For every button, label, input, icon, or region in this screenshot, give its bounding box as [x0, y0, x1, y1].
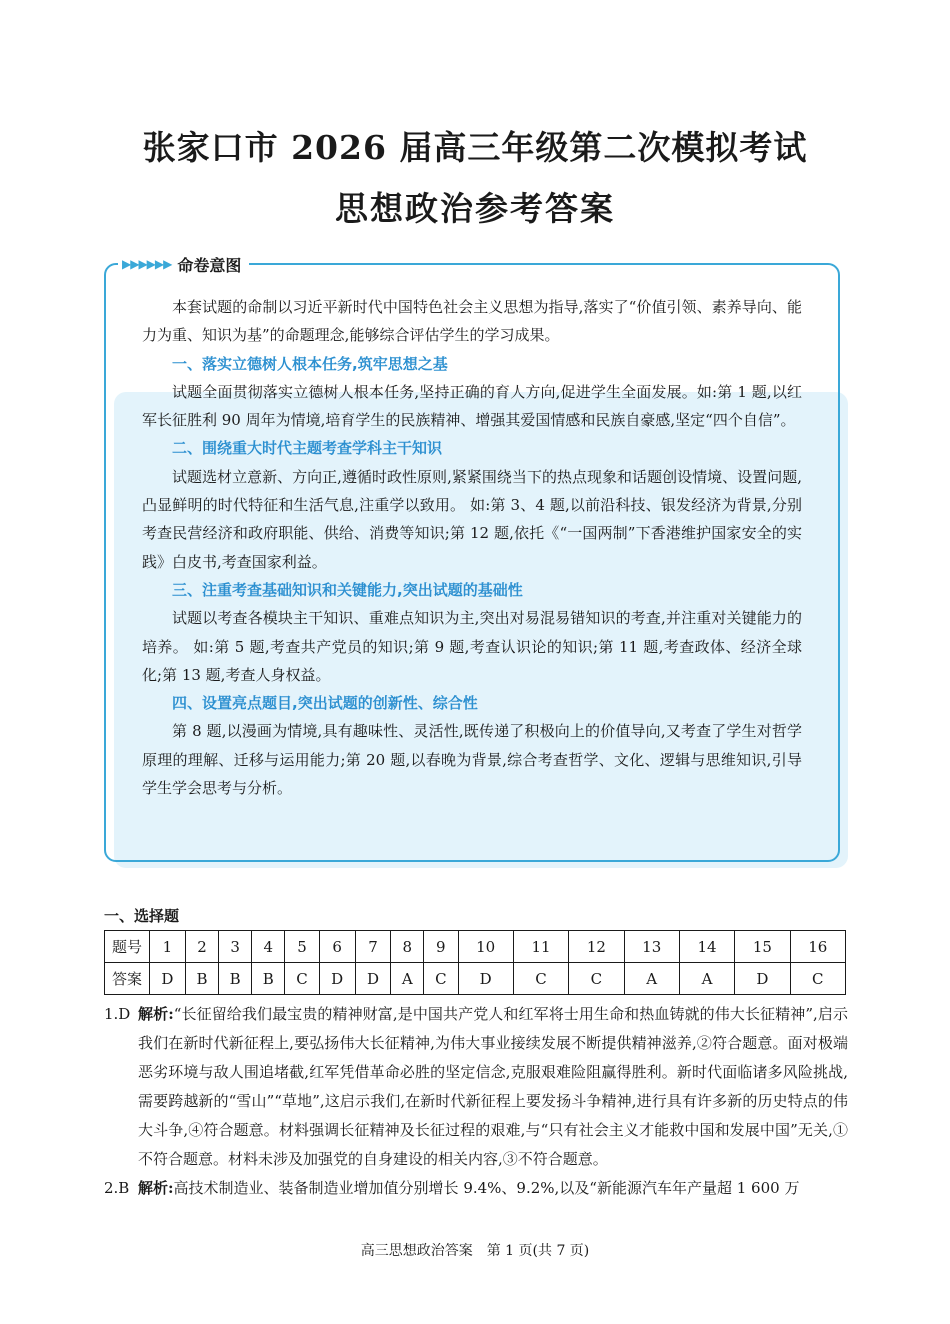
- answer-row: [105, 963, 846, 995]
- intent-tag-label: 命卷意图: [177, 255, 242, 275]
- question-number-cell: 2: [185, 931, 218, 963]
- explanation-item: [104, 1174, 848, 1203]
- intent-heading-3: 三、注重考查基础知识和关键能力,突出试题的基础性: [172, 580, 523, 599]
- intent-content: [142, 293, 802, 802]
- intent-heading-4: 四、设置亮点题目,突出试题的创新性、综合性: [172, 694, 478, 713]
- intent-text-4: 第 8 题,以漫画为情境,具有趣味性、灵活性,既传递了积极向上的价值导向,又考查了学生对哲学原理的理解、迁移与运用能力;第 20 题,以春晚为背景,综合考查哲学、文化、逻辑与思维知识,引导学生学会思考与分析。: [142, 722, 802, 798]
- question-number-cell: 14: [679, 931, 734, 963]
- explanation-text: 高技术制造业、装备制造业增加值分别增长 9.4%、9.2%,以及“新能源汽车年产量超 1 600 万: [173, 1179, 800, 1197]
- answer-cell: C: [285, 963, 319, 995]
- answer-cell: C: [569, 963, 624, 995]
- answer-cell: D: [319, 963, 355, 995]
- question-row: [105, 931, 846, 963]
- question-number-cell: 1: [150, 931, 186, 963]
- explanations: [104, 1000, 848, 1203]
- intent-heading-2: 二、围绕重大时代主题考查学科主干知识: [172, 439, 443, 458]
- choice-section-title: 一、选择题: [104, 907, 180, 925]
- explanation-label: 解析:: [138, 1179, 174, 1197]
- explanation-number: 1.D: [104, 1005, 131, 1023]
- question-number-cell: 9: [424, 931, 458, 963]
- answer-cell: D: [735, 963, 790, 995]
- answer-cell: B: [185, 963, 218, 995]
- question-number-cell: 11: [513, 931, 568, 963]
- explanation-number: 2.B: [104, 1179, 130, 1197]
- intent-heading-1: 一、落实立德树人根本任务,筑牢思想之基: [172, 354, 448, 373]
- answer-cell: C: [513, 963, 568, 995]
- question-number-cell: 6: [319, 931, 355, 963]
- page-footer: 高三思想政治答案 第 1 页(共 7 页): [360, 1243, 590, 1259]
- page-subtitle: 思想政治参考答案: [335, 189, 615, 228]
- answer-table: [104, 930, 846, 995]
- answer-cell: B: [252, 963, 285, 995]
- question-number-cell: 13: [624, 931, 679, 963]
- answer-cell: A: [624, 963, 679, 995]
- intent-intro: 本套试题的命制以习近平新时代中国特色社会主义思想为指导,落实了“价值引领、素养导向、能力为重、知识为基”的命题理念,能够综合评估学生的学习成果。: [142, 298, 802, 345]
- answer-cell: C: [424, 963, 458, 995]
- page-title: 张家口市 2026 届高三年级第二次模拟考试: [142, 128, 808, 167]
- answer-cell: D: [355, 963, 391, 995]
- intent-text-1: 试题全面贯彻落实立德树人根本任务,坚持正确的育人方向,促进学生全面发展。如:第 1 题,以红军长征胜利 90 周年为情境,培育学生的民族精神、增强其爱国情感和民族自豪感,坚定“四个自信”。: [142, 382, 802, 430]
- explanation-item: [104, 1000, 848, 1174]
- explanation-text: “长征留给我们最宝贵的精神财富,是中国共产党人和红军将士用生命和热血铸就的伟大长征精神”,启示我们在新时代新征程上,要弘扬伟大长征精神,为伟大事业接续发展不断提供精神滋养,②符合题意。面对极端恶劣环境与敌人围追堵截,红军凭借革命必胜的坚定信念,克服艰难险阻赢得胜利。新时代面临诸多风险挑战,需要跨越新的“雪山”“草地”,这启示我们,在新时代新征程上要发扬斗争精神,进行具有许多新的历史特点的伟大斗争,④符合题意。材料强调长征精神及长征过程的艰难,与“只有社会主义才能救中国和发展中国”无关,①不符合题意。材料未涉及加强党的自身建设的相关内容,③不符合题意。: [138, 1005, 848, 1168]
- explanation-body: [138, 1000, 848, 1174]
- question-number-cell: 15: [735, 931, 790, 963]
- question-number-cell: 5: [285, 931, 319, 963]
- explanation-label: 解析:: [138, 1005, 174, 1023]
- answer-row-label: 答案: [105, 963, 150, 995]
- question-number-cell: 12: [569, 931, 624, 963]
- explanation-body: [138, 1174, 848, 1203]
- arrow-icon: ▶▶▶▶▶▶: [122, 257, 172, 271]
- question-number-cell: 3: [219, 931, 252, 963]
- answer-cell: C: [790, 963, 845, 995]
- intent-text-3: 试题以考查各模块主干知识、重难点知识为主,突出对易混易错知识的考查,并注重对关键能力的培养。 如:第 5 题,考查共产党员的知识;第 9 题,考查认识论的知识;第 11 题,考查政体、经济全球化;第 13 题,考查人身权益。: [142, 609, 802, 684]
- answer-cell: D: [150, 963, 186, 995]
- question-row-label: 题号: [105, 931, 150, 963]
- answer-cell: D: [458, 963, 513, 995]
- answer-cell: A: [679, 963, 734, 995]
- question-number-cell: 7: [355, 931, 391, 963]
- answer-cell: B: [219, 963, 252, 995]
- intent-text-2: 试题选材立意新、方向正,遵循时政性原则,紧紧围绕当下的热点现象和话题创设情境、设置问题,凸显鲜明的时代特征和生活气息,注重学以致用。 如:第 3、4 题,以前沿科技、银发经济为背景,分别考查民营经济和政府职能、供给、消费等知识;第 12 题,依托《“一国两制”下香港维护国家安全的实践》白皮书,考查国家利益。: [142, 467, 802, 571]
- question-number-cell: 8: [391, 931, 424, 963]
- question-number-cell: 4: [252, 931, 285, 963]
- intent-tag: [118, 252, 249, 276]
- question-number-cell: 16: [790, 931, 845, 963]
- answer-cell: A: [391, 963, 424, 995]
- question-number-cell: 10: [458, 931, 513, 963]
